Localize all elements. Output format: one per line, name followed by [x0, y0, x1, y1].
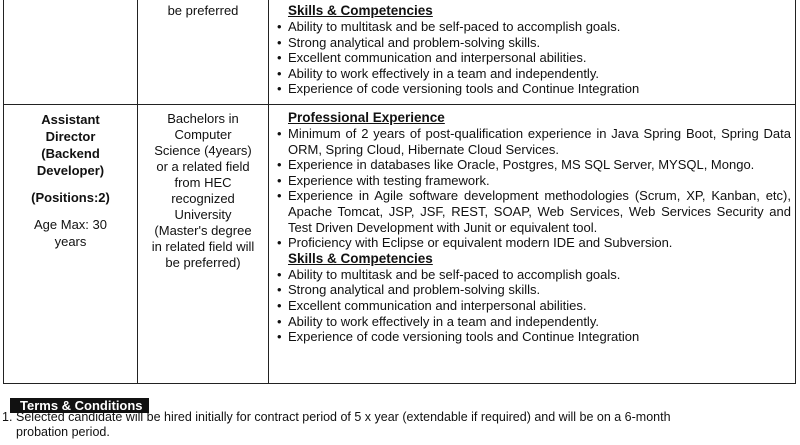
list-item: • Minimum of 2 years of post-qualification experience in Java Spring Boot, Spring Data ORM, Spring Cloud, Hibernate Cloud Services.: [275, 126, 791, 157]
post-cell: [4, 105, 138, 384]
list-item: • Experience of code versioning tools and Continue Integration: [275, 81, 791, 97]
experience-list: [275, 126, 791, 251]
list-item: • Ability to multitask and be self-paced to accomplish goals.: [275, 19, 791, 35]
post-title-line: Director: [45, 129, 96, 144]
qualification-line: University: [174, 207, 232, 222]
qualification-line: from HEC: [174, 175, 232, 190]
age-limit-line: years: [54, 234, 87, 249]
qualification-cell: [138, 0, 269, 105]
positions-count: (Positions:2): [31, 190, 110, 205]
list-item: • Strong analytical and problem-solving skills.: [275, 282, 791, 298]
list-item: • Ability to multitask and be self-paced to accomplish goals.: [275, 267, 791, 283]
table-row: [4, 105, 796, 384]
post-title-line: (Backend: [41, 146, 100, 161]
terms-item-number: 1.: [2, 410, 13, 424]
post-title-line: Developer): [36, 163, 105, 178]
list-item: • Proficiency with Eclipse or equivalent modern IDE and Subversion.: [275, 235, 791, 251]
list-item: • Experience in databases like Oracle, Postgres, MS SQL Server, MYSQL, Mongo.: [275, 157, 791, 173]
terms-item: [2, 410, 792, 425]
qualification-line: or a related field: [156, 159, 250, 174]
positions-table: [3, 0, 796, 384]
skills-heading: Skills & Competencies: [288, 3, 433, 18]
terms-heading: Terms & Conditions: [10, 398, 149, 413]
requirements-cell: [269, 0, 796, 105]
qualification-line: Computer: [174, 127, 232, 142]
requirements-cell: [269, 105, 796, 384]
qualification-line: (Master's degree: [154, 223, 252, 238]
list-item: • Ability to work effectively in a team and independently.: [275, 314, 791, 330]
qualification-line: in related field will: [151, 239, 255, 254]
post-cell: [4, 0, 138, 105]
skills-list: [275, 267, 791, 345]
qualification-line: Bachelors in: [167, 111, 239, 126]
skills-list: [275, 19, 791, 97]
list-item: • Strong analytical and problem-solving skills.: [275, 35, 791, 51]
age-limit-line: Age Max: 30: [34, 217, 107, 232]
qualification-line: recognized: [171, 191, 235, 206]
terms-list: [2, 410, 792, 440]
list-item: • Excellent communication and interpersonal abilities.: [275, 298, 791, 314]
skills-heading: Skills & Competencies: [288, 250, 433, 266]
table-row: [4, 0, 796, 105]
list-item: • Experience in Agile software development methodologies (Scrum, XP, Kanban, etc), Apache Tomcat, JSP, JSF, REST, SOAP, Web Services, Web Services Security and Test Driven Development with Junit or equivalent tool.: [275, 188, 791, 235]
list-item: • Ability to work effectively in a team and independently.: [275, 66, 791, 82]
qualification-line: Science (4years): [154, 143, 252, 158]
post-title-line: Assistant: [41, 112, 100, 127]
list-item: • Experience with testing framework.: [275, 173, 791, 189]
terms-item-text: Selected candidate will be hired initially for contract period of 5 x year (extendable if required) and will be on a 6-month: [16, 410, 671, 424]
terms-item-continuation: probation period.: [16, 425, 110, 439]
list-item: • Excellent communication and interpersonal abilities.: [275, 50, 791, 66]
experience-heading: Professional Experience: [288, 110, 445, 125]
qualification-cell: [138, 105, 269, 384]
qualification-line: be preferred): [165, 255, 241, 270]
list-item: • Experience of code versioning tools and Continue Integration: [275, 329, 791, 345]
qualification-text: be preferred: [167, 3, 239, 18]
